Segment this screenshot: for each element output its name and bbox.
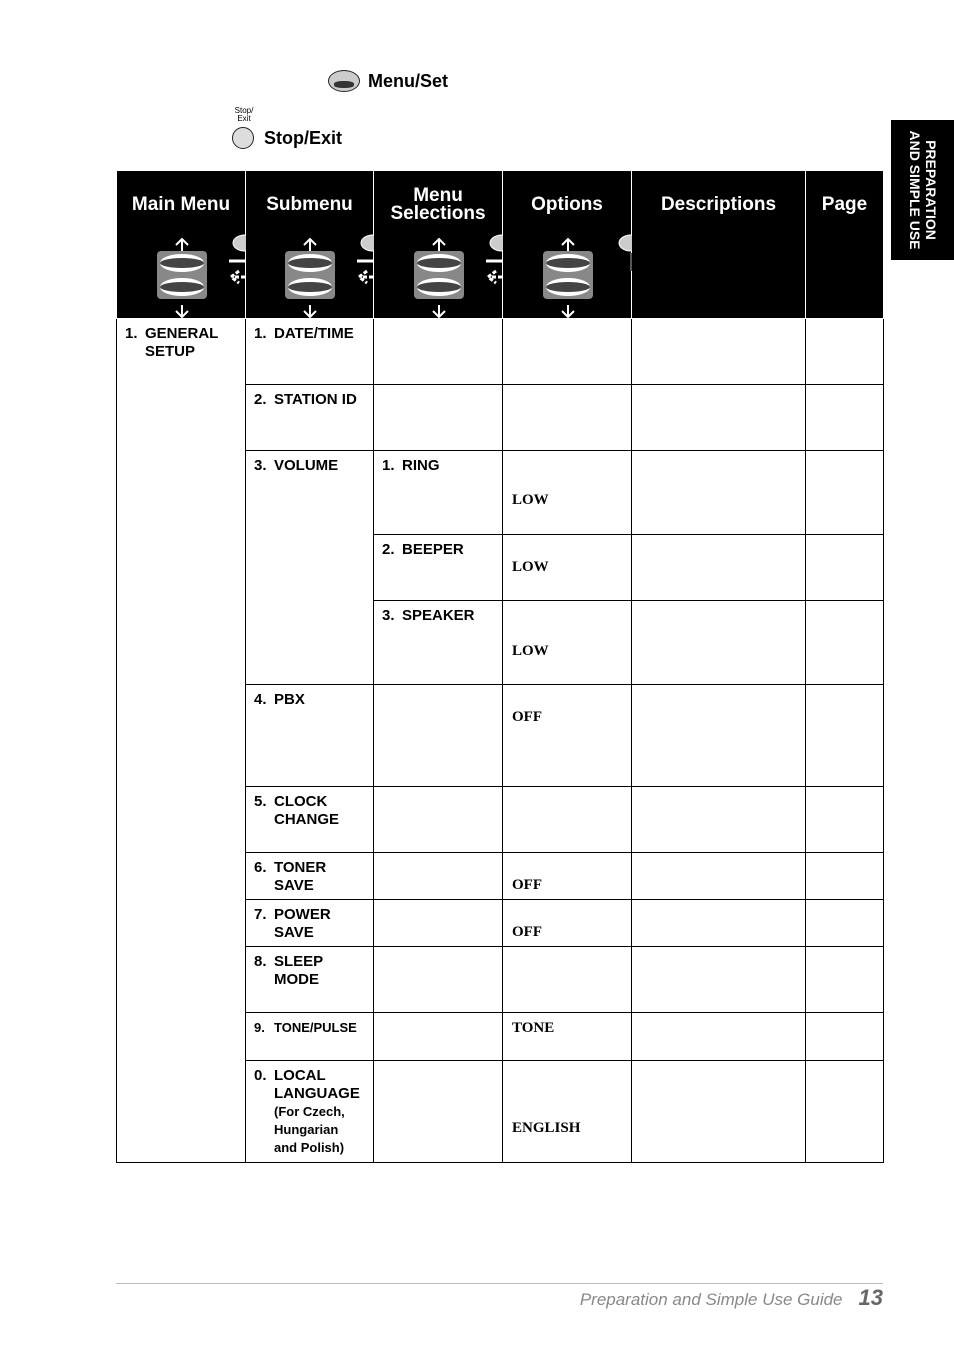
menu-table [116, 170, 884, 1163]
submenu-pbx: 4. PBX [246, 685, 374, 787]
side-tab-line1: PREPARATION [922, 140, 939, 240]
side-tab-line2: AND SIMPLE USE [906, 130, 923, 250]
submenu-local-language: 0. LOCAL LANGUAGE (For Czech, Hungarian and Polish) [246, 1061, 374, 1163]
page-number: 13 [858, 1285, 883, 1310]
header-menu-selections: Menu Selections [374, 171, 503, 319]
header-row [117, 171, 884, 319]
header-main-menu: Main Menu [117, 171, 246, 319]
option-pbx: OFF [512, 709, 542, 725]
section-side-tab [891, 120, 954, 260]
submenu-sleep-mode: 8. SLEEP MODE [246, 947, 374, 1013]
option-beeper: LOW [512, 559, 549, 575]
submenu-toner-save: 6. TONER SAVE [246, 853, 374, 900]
footer-rule [116, 1283, 883, 1284]
submenu-volume: 3. VOLUME [246, 451, 374, 685]
main-menu-cell: 1. GENERAL SETUP [117, 319, 246, 1163]
option-tone-pulse: TONE [512, 1020, 555, 1036]
selection-ring: 1. RING [374, 451, 503, 535]
stop-exit-key-icon [232, 127, 254, 149]
navigation-keys-icon [374, 233, 503, 318]
menu-set-key-legend [328, 70, 448, 92]
selection-speaker: 3. SPEAKER [374, 601, 503, 685]
header-descriptions: Descriptions [632, 171, 806, 319]
header-submenu: Submenu [246, 171, 374, 319]
table-row [117, 319, 884, 385]
option-toner-save: OFF [512, 877, 542, 893]
submenu-power-save: 7. POWER SAVE [246, 900, 374, 947]
submenu-clock-change: 5. CLOCK CHANGE [246, 787, 374, 853]
stop-exit-label: Stop/Exit [264, 127, 343, 148]
navigation-keys-icon [503, 233, 632, 318]
header-options: Options [503, 171, 632, 319]
submenu-date-time: 1. DATE/TIME [246, 319, 374, 385]
navigation-keys-icon [246, 233, 374, 318]
stop-exit-small-label: Stop/ Exit [234, 106, 254, 123]
menu-set-label: Menu/Set [368, 70, 449, 91]
navigation-keys-icon [117, 233, 246, 318]
stop-exit-key-legend [232, 127, 342, 149]
option-speaker: LOW [512, 643, 549, 659]
option-local-language: ENGLISH [512, 1120, 581, 1136]
option-power-save: OFF [512, 924, 542, 940]
selection-beeper: 2. BEEPER [374, 535, 503, 601]
footer-guide-title: Preparation and Simple Use Guide [579, 1290, 843, 1309]
header-page: Page [806, 171, 884, 319]
page-footer [580, 1285, 883, 1311]
submenu-tone-pulse: 9. TONE/PULSE [246, 1013, 374, 1061]
option-ring: LOW [512, 492, 549, 508]
submenu-station-id: 2. STATION ID [246, 385, 374, 451]
menu-set-key-icon [328, 70, 360, 92]
